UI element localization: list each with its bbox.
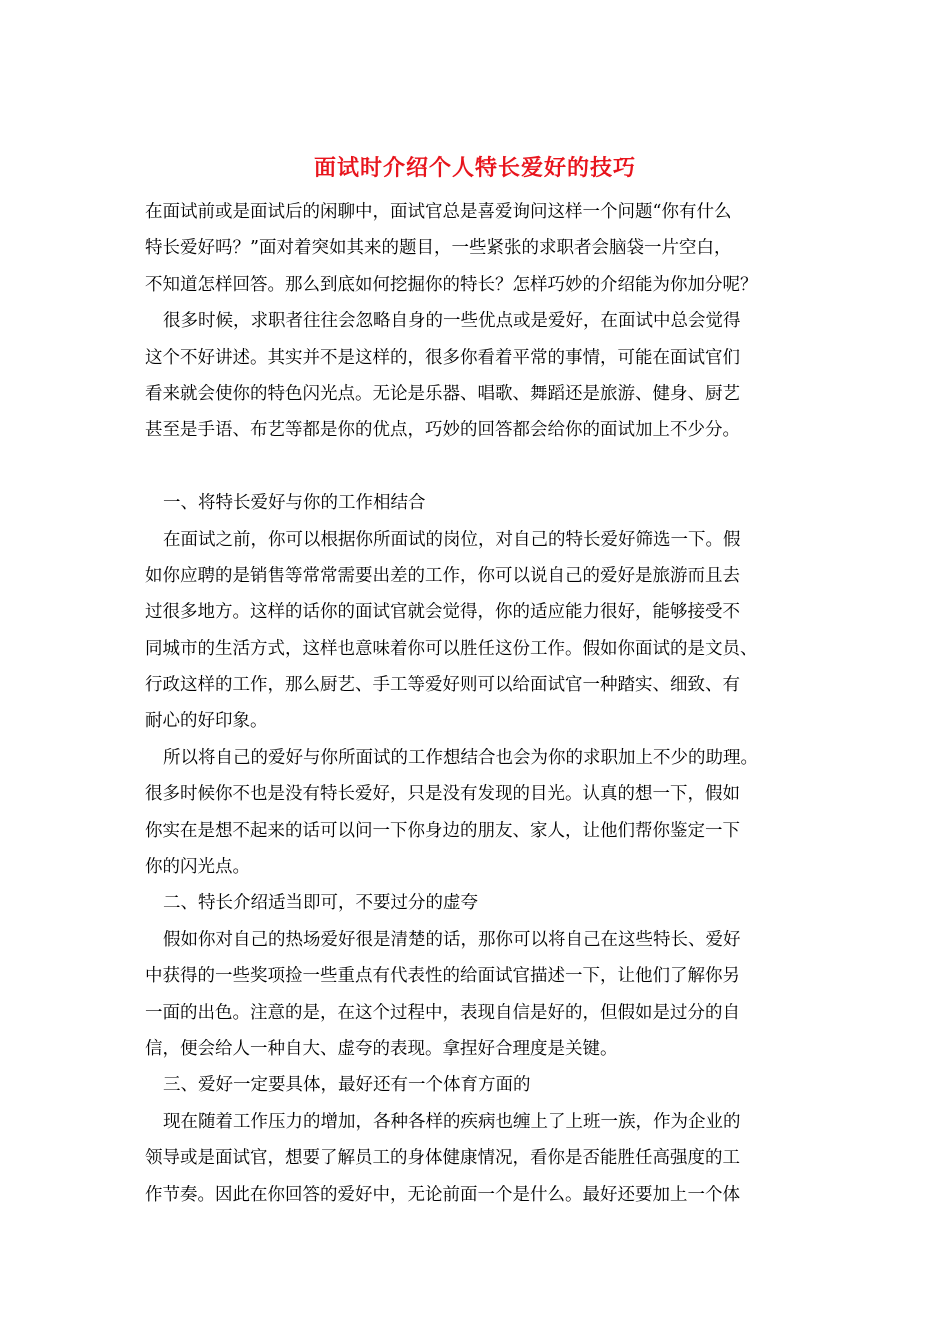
text-line: 你的闪光点。 — [145, 857, 250, 878]
text-line: 同城市的生活方式，这样也意味着你可以胜任这份工作。假如你面试的是文员、 — [145, 638, 758, 659]
text-line: 行政这样的工作，那么厨艺、手工等爱好则可以给面试官一种踏实、细致、有 — [145, 675, 740, 696]
text-line: 现在随着工作压力的增加，各种各样的疾病也缠上了上班一族，作为企业的 — [163, 1111, 741, 1132]
blank-line — [145, 449, 813, 485]
text-line: 甚至是手语、布艺等都是你的优点，巧妙的回答都会给你的面试加上不少分。 — [145, 420, 740, 441]
text-line: 你实在是想不起来的话可以问一下你身边的朋友、家人，让他们帮你鉴定一下 — [145, 820, 740, 841]
document-body — [145, 194, 813, 1213]
text-line: 在面试前或是面试后的闲聊中，面试官总是喜爱询问这样一个问题“你有什么 — [145, 202, 732, 222]
text-line: 这个不好讲述。其实并不是这样的，很多你看着平常的事情，可能在面试官们 — [145, 347, 740, 368]
text-line: 很多时候你不也是没有特长爱好，只是没有发现的目光。认真的想一下，假如 — [145, 784, 740, 805]
document-title: 面试时介绍个人特长爱好的技巧 — [313, 155, 636, 181]
text-line: 一面的出色。注意的是，在这个过程中，表现自信是好的，但假如是过分的自 — [145, 1002, 740, 1023]
text-line: 信，便会给人一种自大、虚夸的表现。拿捏好合理度是关键。 — [145, 1038, 618, 1059]
text-line: 如你应聘的是销售等常常需要出差的工作，你可以说自己的爱好是旅游而且去 — [145, 565, 740, 586]
text-line: 耐心的好印象。 — [145, 711, 268, 732]
text-line: 一、将特长爱好与你的工作相结合 — [163, 493, 426, 514]
text-line: 在面试之前，你可以根据你所面试的岗位，对自己的特长爱好筛选一下。假 — [163, 529, 741, 550]
text-line: 看来就会使你的特色闪光点。无论是乐器、唱歌、舞蹈还是旅游、健身、厨艺 — [145, 383, 740, 404]
text-line: 三、爱好一定要具体，最好还有一个体育方面的 — [163, 1075, 531, 1096]
text-line: 过很多地方。这样的话你的面试官就会觉得，你的适应能力很好，能够接受不 — [145, 602, 740, 623]
text-line: 特长爱好吗？”面对着突如其来的题目，一些紧张的求职者会脑袋一片空白， — [145, 238, 732, 259]
text-line: 二、特长介绍适当即可，不要过分的虚夸 — [163, 893, 478, 914]
text-line: 很多时候，求职者往往会忽略自身的一些优点或是爱好，在面试中总会觉得 — [163, 311, 741, 332]
text-line: 中获得的一些奖项捡一些重点有代表性的给面试官描述一下，让他们了解你另 — [145, 966, 740, 987]
text-line: 不知道怎样回答。那么到底如何挖掘你的特长？怎样巧妙的介绍能为你加分呢？ — [145, 274, 758, 295]
text-line: 假如你对自己的热场爱好很是清楚的话，那你可以将自己在这些特长、爱好 — [163, 929, 741, 950]
text-line: 所以将自己的爱好与你所面试的工作想结合也会为你的求职加上不少的助理。 — [163, 747, 758, 768]
text-line: 作节奏。因此在你回答的爱好中，无论前面一个是什么。最好还要加上一个体 — [145, 1184, 740, 1205]
text-line: 领导或是面试官，想要了解员工的身体健康情况，看你是否能胜任高强度的工 — [145, 1148, 740, 1169]
